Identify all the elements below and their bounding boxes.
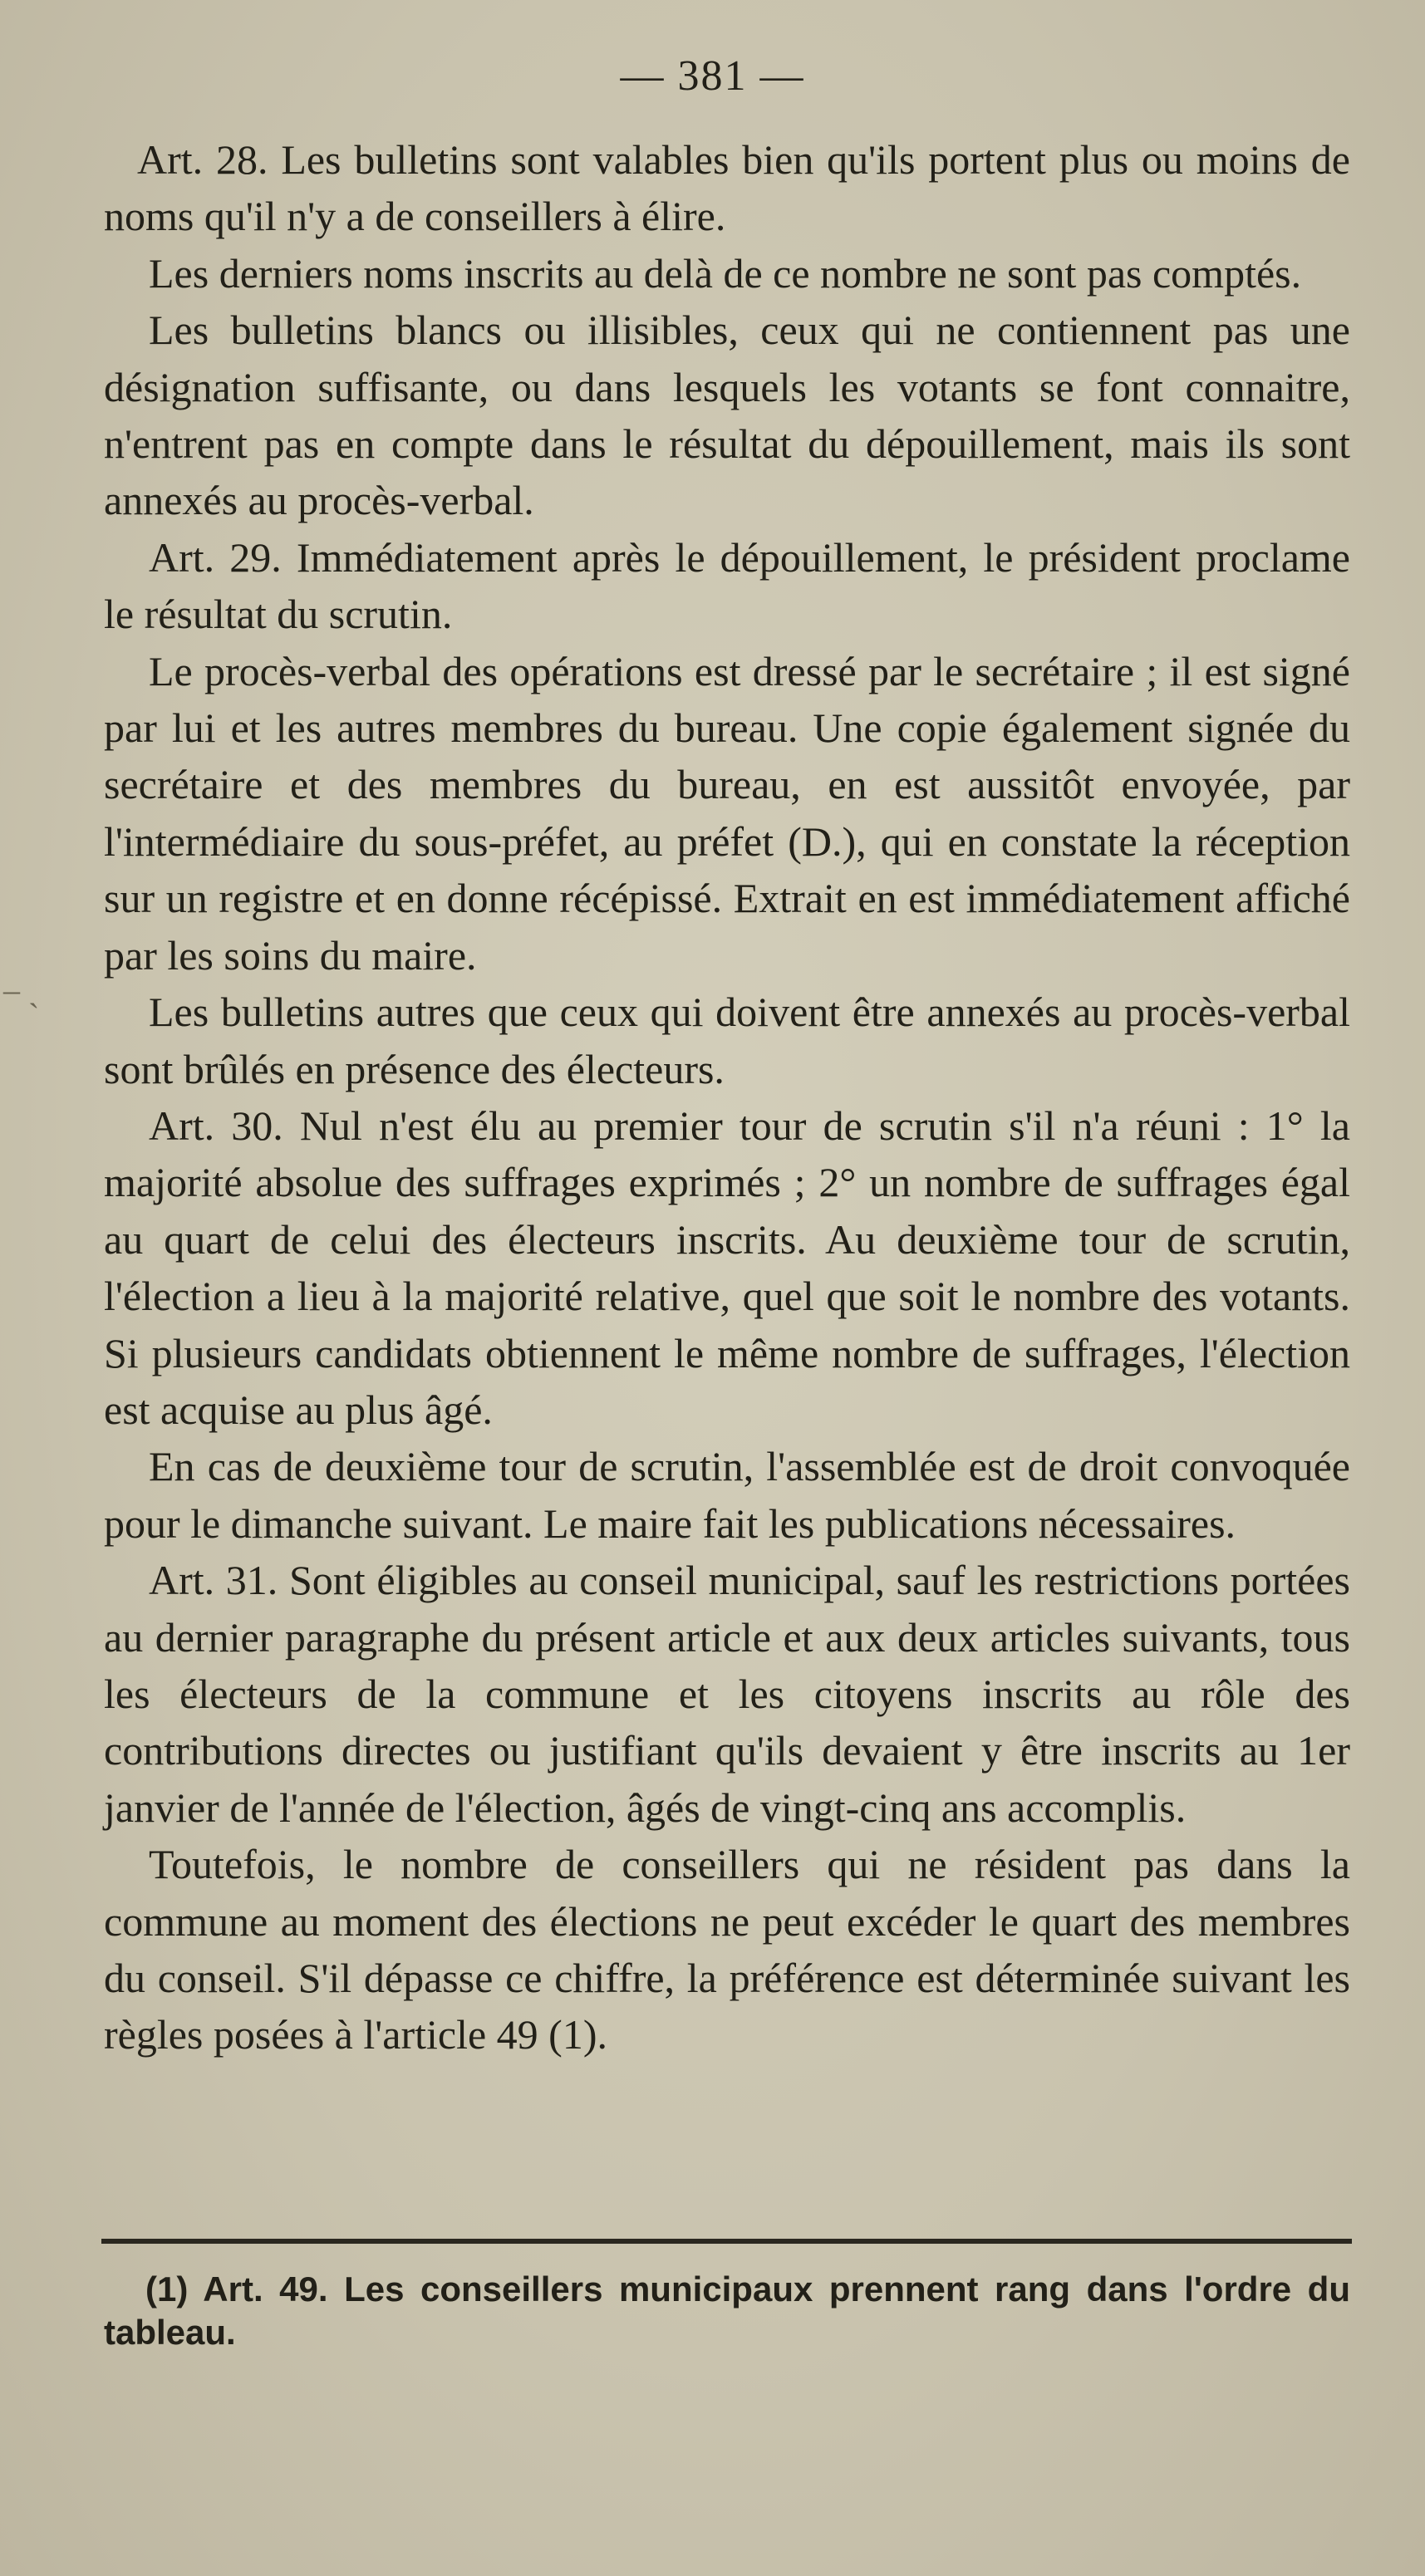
margin-mark: ‒ ˎ [3, 971, 40, 1008]
footnote [104, 2268, 1350, 2354]
paragraph: Toutefois, le nombre de conseillers qui ne résident pas dans la commune au moment des élections ne peut excéder le quart des membres du conseil. S'il dépasse ce chiffre, la préférence est déterminée suivant les règles posées à l'article 49 (1). [104, 1841, 1350, 2058]
footnote-divider [101, 2239, 1352, 2244]
paragraph-art-30: Art. 30. Nul n'est élu au premier tour de scrutin s'il n'a réuni : 1° la majorité absolue des suffrages exprimés ; 2° un nombre de suffrages égal au quart de celui des électeurs inscrits. Au deuxième tour de scrutin, l'élection a lieu à la majorité relative, quel que soit le nombre des votants. Si plusieurs candidats obtiennent le même nombre de suffrages, l'élection est acquise au plus âgé. [104, 1102, 1350, 1433]
paragraph: Les bulletins autres que ceux qui doivent être annexés au procès-verbal sont brûlés en présence des électeurs. [104, 989, 1350, 1092]
paragraph: Le procès-verbal des opérations est dressé par le secrétaire ; il est signé par lui et les autres membres du bureau. Une copie également signée du secrétaire et des membres du bureau, en est aussitôt envoyée, par l'intermédiaire du sous-préfet, au préfet (D.), qui en constate la réception sur un registre et en donne récépissé. Extrait en est immédiatement affiché par les soins du maire. [104, 647, 1350, 979]
paragraph: Les derniers noms inscrits au delà de ce nombre ne sont pas comptés. [149, 249, 1302, 297]
footnote-text: (1) Art. 49. Les conseillers municipaux prennent rang dans l'ordre du tableau. [104, 2269, 1350, 2352]
paragraph-art-31: Art. 31. Sont éligibles au conseil municipal, sauf les restrictions portées au dernier paragraphe du présent article et aux deux articles suivants, tous les électeurs de la commune et les citoyens inscrits au rôle des contributions directes ou justifiant qu'ils devaient y être inscrits au 1er janvier de l'année de l'élection, âgés de vingt-cinq ans accomplis. [104, 1557, 1350, 1831]
page-number: — 381 — [620, 52, 805, 100]
paragraph-art-29: Art. 29. Immédiatement après le dépouillement, le président proclame le résultat du scrutin. [104, 533, 1350, 638]
paragraph-art-28: Art. 28. Les bulletins sont valables bien qu'ils portent plus ou moins de noms qu'il n'y a de conseillers à élire. [104, 136, 1350, 240]
paragraph: En cas de deuxième tour de scrutin, l'assemblée est de droit convoquée pour le dimanche suivant. Le maire fait les publications nécessaires. [104, 1443, 1350, 1547]
paragraph: Les bulletins blancs ou illisibles, ceux qui ne contiennent pas une désignation suffisante, ou dans lesquels les votants se font connaitre, n'entrent pas en compte dans le résultat du dépouillement, mais ils sont annexés au procès-verbal. [104, 307, 1350, 524]
body-text [104, 131, 1350, 2063]
